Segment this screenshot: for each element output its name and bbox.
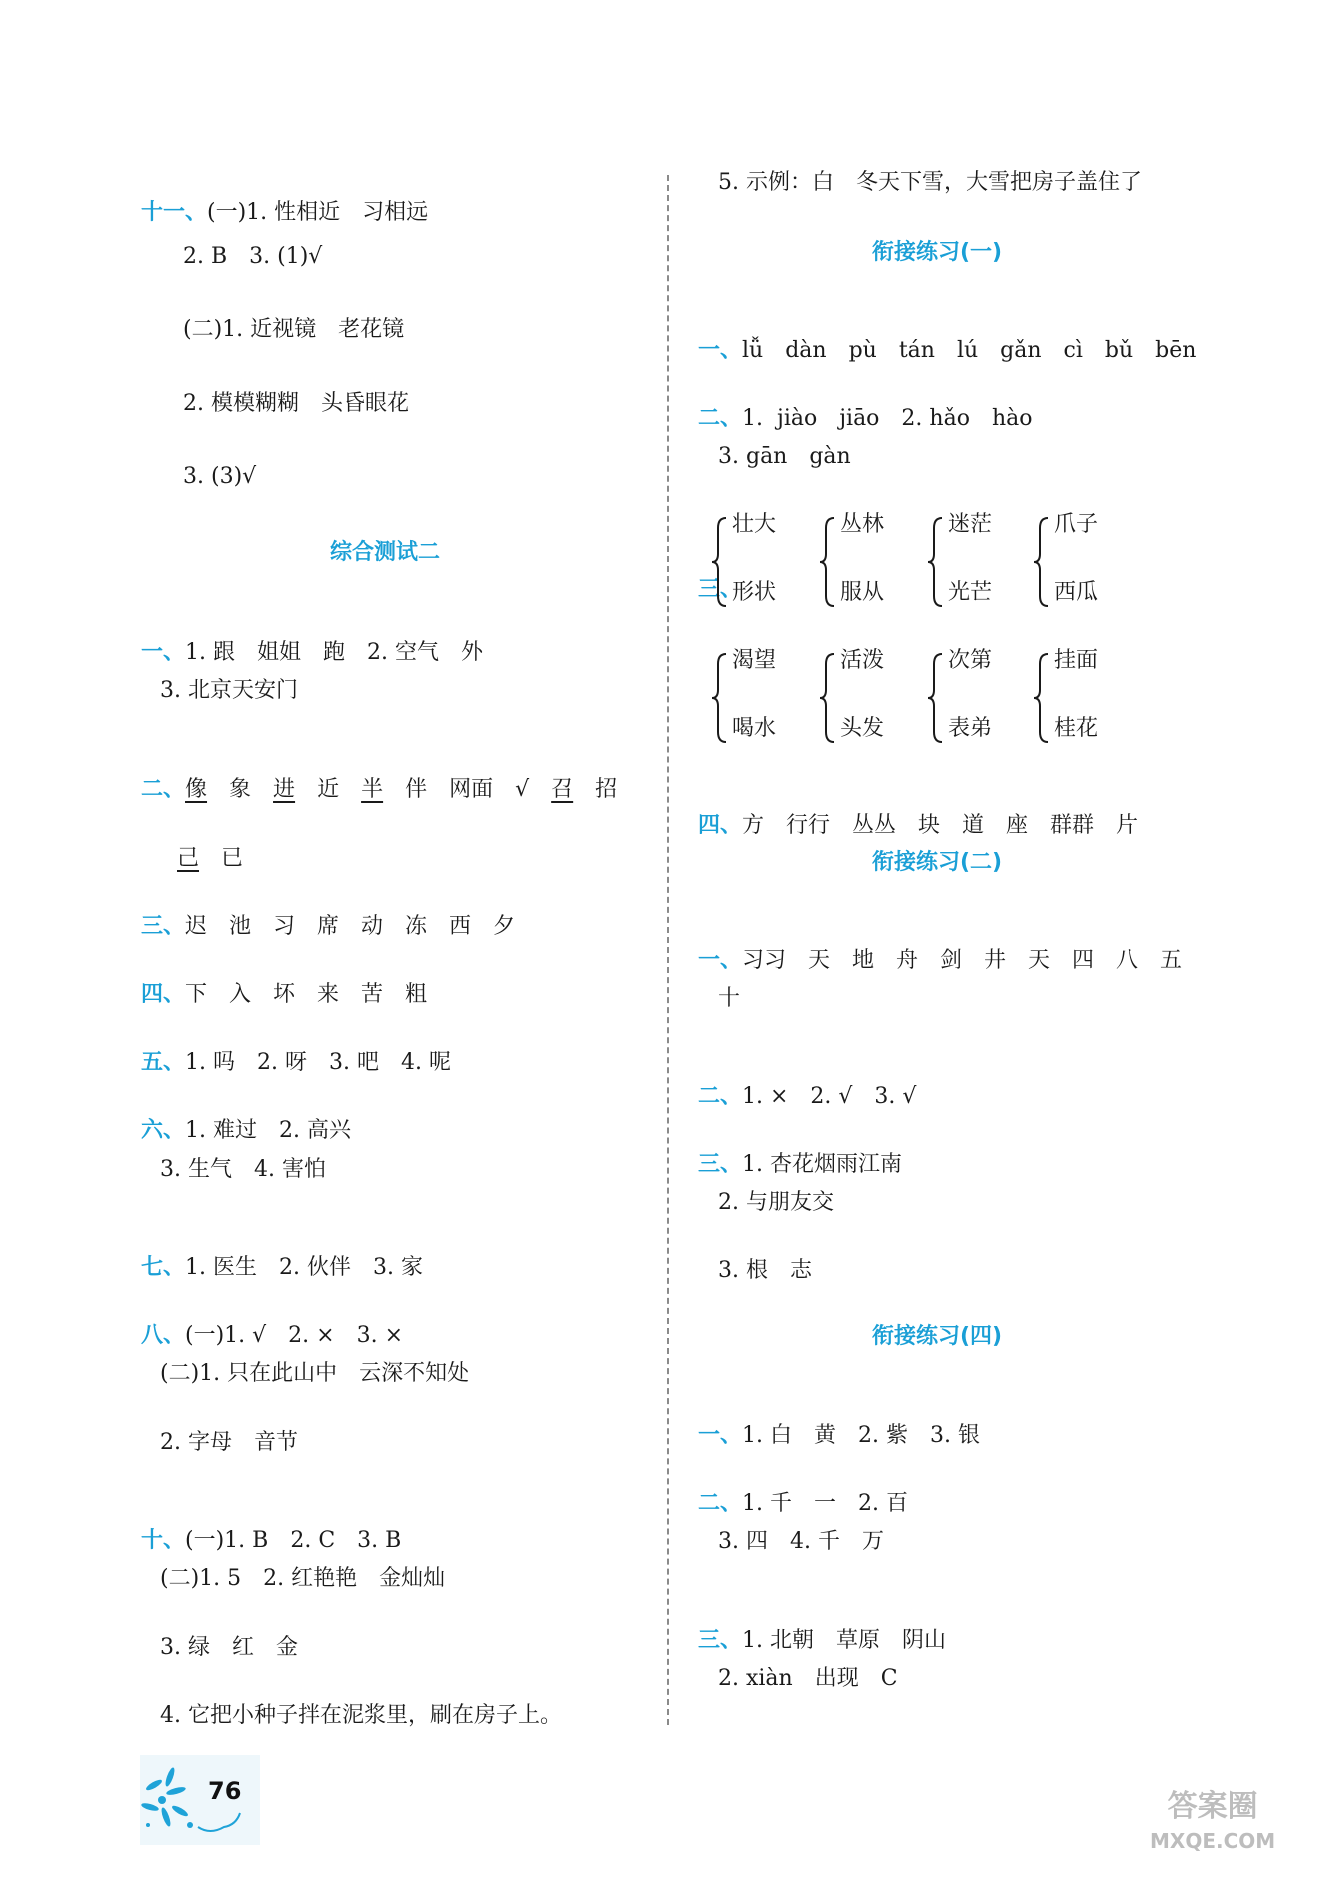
section-title: 综合测试二	[330, 540, 441, 565]
watermark	[1150, 1790, 1275, 1858]
question-number: 一、	[698, 1423, 743, 1448]
page-number: 76	[208, 1777, 242, 1805]
question-number: 十、	[141, 1528, 186, 1553]
brace-word-bottom: 西瓜	[1054, 580, 1099, 605]
word: 招	[595, 777, 618, 802]
answer-line	[684, 916, 1182, 976]
section-title: 衔接练习(二)	[872, 850, 1003, 875]
brace-word-top: 丛林	[840, 512, 885, 537]
answer-line	[127, 882, 515, 942]
answer-line: (二)1. 只在此山中 云深不知处	[160, 1361, 470, 1386]
word: 已	[221, 846, 244, 871]
answer-text: 1. 医生 2. 伙伴 3. 家	[185, 1255, 423, 1280]
brace-icon	[820, 652, 840, 744]
watermark-line: MXQE.COM	[1150, 1829, 1276, 1853]
brace-word-bottom: 头发	[840, 716, 885, 741]
answer-line	[163, 814, 243, 874]
question-number: 三、	[141, 914, 186, 939]
answer-text: 1. 杏花烟雨江南	[742, 1152, 902, 1177]
brace-word-bottom: 喝水	[732, 716, 777, 741]
question-number: 二、	[698, 1491, 743, 1516]
answer-text: (一)1. 性相近 习相远	[207, 200, 429, 225]
splash-decoration-icon	[140, 1755, 260, 1845]
word: 半	[361, 777, 384, 802]
brace-word-top: 次第	[948, 648, 993, 673]
answer-line	[127, 608, 483, 668]
answer-text: 1. 白 黄 2. 紫 3. 银	[742, 1423, 980, 1448]
brace-icon	[928, 516, 948, 608]
brace-icon	[1034, 516, 1054, 608]
word: 召	[551, 777, 574, 802]
answer-line	[684, 1596, 946, 1656]
section-title: 衔接练习(四)	[872, 1324, 1003, 1349]
word: 进	[273, 777, 296, 802]
answer-line: 3. 根 志	[718, 1258, 812, 1283]
answer-text: 习习 天 地 舟 剑 井 天 四 八 五	[742, 948, 1183, 973]
answer-text: 方 行行 丛丛 块 道 座 群群 片	[742, 813, 1139, 838]
answer-line	[684, 306, 1196, 366]
answer-line	[127, 1496, 401, 1556]
answer-line	[684, 781, 1138, 841]
answer-line	[684, 1391, 980, 1451]
brace-icon	[712, 516, 732, 608]
brace-icon	[928, 652, 948, 744]
question-number: 四、	[698, 813, 743, 838]
answer-line: 3. gān gàn	[718, 444, 851, 469]
answer-line: 4. 它把小种子拌在泥浆里，刷在房子上。	[160, 1703, 562, 1728]
answer-text: 1. 吗 2. 呀 3. 吧 4. 呢	[185, 1050, 451, 1075]
column-divider	[667, 175, 669, 1725]
brace-icon	[712, 652, 732, 744]
answer-line	[127, 950, 427, 1010]
brace-word-top: 壮大	[732, 512, 777, 537]
answer-text: (一)1. B 2. C 3. B	[185, 1528, 402, 1553]
answer-text: 1. jiào jiāo 2. hǎo hào	[742, 406, 1033, 431]
check-mark: √	[515, 777, 530, 802]
question-number: 十一、	[141, 200, 208, 225]
answer-text: 1. 千 一 2. 百	[742, 1491, 908, 1516]
answer-text: (一)1. √ 2. × 3. ×	[185, 1323, 404, 1348]
question-number: 三、	[698, 577, 743, 602]
section-title: 衔接练习(一)	[872, 240, 1003, 265]
answer-line: 2. xiàn 出现 C	[718, 1666, 898, 1691]
answer-line	[127, 1086, 351, 1146]
answer-line: 3. 北京天安门	[160, 678, 298, 703]
answer-text: lǚ dàn pù tán lú gǎn cì bǔ bēn	[742, 338, 1197, 363]
brace-word-top: 爪子	[1054, 512, 1099, 537]
answer-line: 3. 绿 红 金	[160, 1635, 298, 1660]
answer-line	[684, 1459, 908, 1519]
brace-word-bottom: 表弟	[948, 716, 993, 741]
answer-line: 3. (3)√	[183, 464, 257, 489]
answer-line	[127, 1291, 403, 1351]
answer-line	[127, 745, 617, 805]
brace-word-bottom: 形状	[732, 580, 777, 605]
question-number: 四、	[141, 982, 186, 1007]
question-number: 一、	[698, 948, 743, 973]
word: 己	[177, 846, 200, 871]
word: 像	[185, 777, 208, 802]
word: 近	[317, 777, 340, 802]
answer-text: 迟 池 习 席 动 冻 西 夕	[185, 914, 516, 939]
brace-word-top: 活泼	[840, 648, 885, 673]
brace-word-top: 迷茫	[948, 512, 993, 537]
word: 网面	[449, 777, 494, 802]
answer-text: 1. 跟 姐姐 跑 2. 空气 外	[185, 640, 483, 665]
answer-text: 1. × 2. √ 3. √	[742, 1084, 917, 1109]
watermark-line: 答案圈	[1167, 1789, 1258, 1824]
word: 伴	[405, 777, 428, 802]
brace-icon	[820, 516, 840, 608]
answer-line: 2. 字母 音节	[160, 1430, 298, 1455]
answer-line: 十	[718, 986, 741, 1011]
question-number: 二、	[698, 1084, 743, 1109]
answer-line: 2. B 3. (1)√	[183, 244, 323, 269]
answer-line: 5. 示例：白 冬天下雪，大雪把房子盖住了	[718, 170, 1142, 195]
brace-word-top: 挂面	[1054, 648, 1099, 673]
brace-word-bottom: 光芒	[948, 580, 993, 605]
answer-line: 2. 与朋友交	[718, 1190, 834, 1215]
question-number: 二、	[698, 406, 743, 431]
question-number: 六、	[141, 1118, 186, 1143]
question-number: 一、	[698, 338, 743, 363]
question-number: 八、	[141, 1323, 186, 1348]
answer-line	[127, 1223, 423, 1283]
answer-line	[684, 1120, 902, 1180]
answer-line: 2. 模模糊糊 头昏眼花	[183, 391, 409, 416]
question-number: 三、	[698, 1628, 743, 1653]
answer-text: 1. 难过 2. 高兴	[185, 1118, 351, 1143]
answer-line	[684, 374, 1032, 434]
question-number: 五、	[141, 1050, 186, 1075]
word: 象	[229, 777, 252, 802]
brace-word-bottom: 桂花	[1054, 716, 1099, 741]
question-number: 二、	[141, 777, 186, 802]
question-number: 一、	[141, 640, 186, 665]
answer-line	[127, 1018, 451, 1078]
answer-text: 下 入 坏 来 苦 粗	[185, 982, 428, 1007]
answer-line	[127, 168, 428, 228]
answer-line: (二)1. 5 2. 红艳艳 金灿灿	[160, 1566, 446, 1591]
brace-word-top: 渴望	[732, 648, 777, 673]
answer-line: 3. 四 4. 千 万	[718, 1529, 884, 1554]
brace-word-bottom: 服从	[840, 580, 885, 605]
question-number: 七、	[141, 1255, 186, 1280]
brace-icon	[1034, 652, 1054, 744]
question-number: 三、	[698, 1152, 743, 1177]
answer-line: 3. 生气 4. 害怕	[160, 1157, 326, 1182]
answer-line: (二)1. 近视镜 老花镜	[183, 317, 405, 342]
answer-line	[684, 1052, 916, 1112]
answer-text: 1. 北朝 草原 阴山	[742, 1628, 946, 1653]
